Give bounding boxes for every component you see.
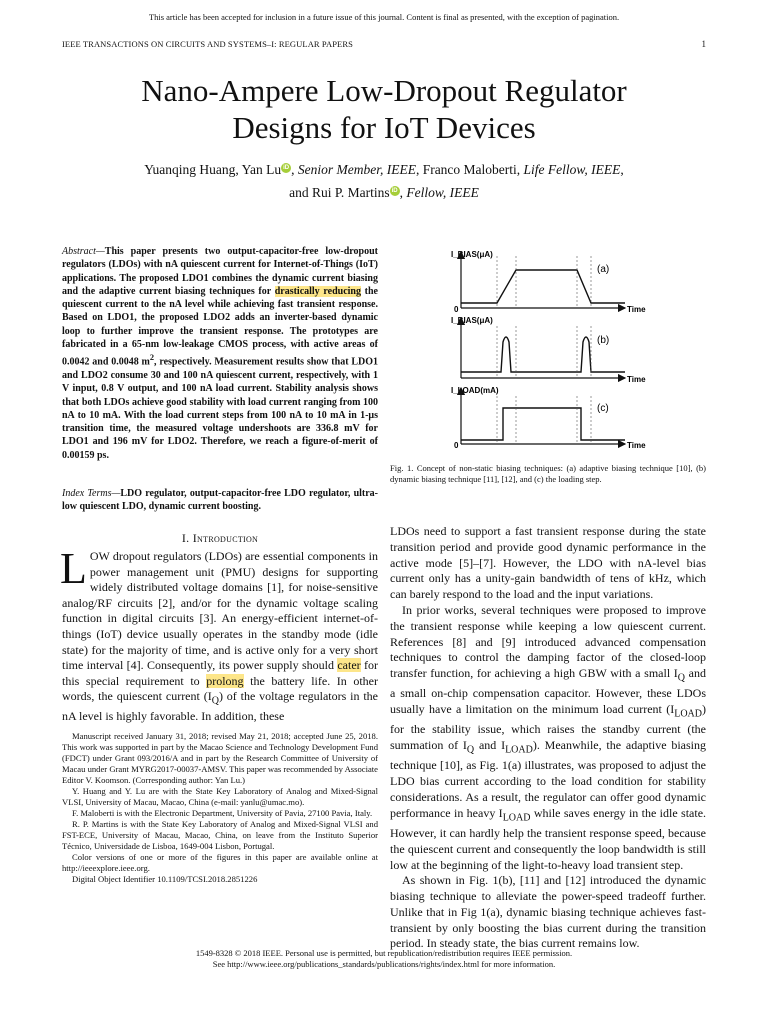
x-label-c: Time	[627, 441, 646, 450]
author-3: and Rui P. Martins	[289, 185, 390, 200]
p2-sub-5: LOAD	[502, 812, 531, 824]
p2-sub-4: LOAD	[505, 744, 533, 756]
author-2: Franco Maloberti,	[422, 162, 521, 177]
footnote-huang-lu: Y. Huang and Y. Lu are with the State Key Laboratory of Analog and Mixed-Signal VLSI, University of Macau, Macao, China (e-mail: yanlu@umac.mo).	[62, 786, 378, 807]
abstract	[62, 245, 378, 462]
figure-caption: Fig. 1. Concept of non-static biasing techniques: (a) adaptive biasing technique [10], (b) dynamic biasing technique [11], [12], and (c) the loading step.	[390, 463, 706, 484]
panel-c-label: (c)	[597, 403, 609, 414]
p2-sub-3: Q	[466, 744, 475, 756]
y-label-c: I_LOAD(mA)	[451, 386, 499, 395]
paper-title	[0, 72, 768, 146]
footnote-doi: Digital Object Identifier 10.1109/TCSI.2018.2851226	[72, 874, 258, 884]
section-heading	[62, 531, 378, 546]
abstract-lead: Abstract—	[62, 246, 105, 257]
page-number: 1	[701, 39, 706, 49]
copyright-line-2[interactable]: See http://www.ieee.org/publications_standards/publications/rights/index.html for more information.	[212, 959, 556, 969]
zero-c: 0	[454, 441, 459, 450]
section-number: I.	[181, 531, 193, 545]
copyright-footer	[0, 948, 768, 970]
running-head: IEEE TRANSACTIONS ON CIRCUITS AND SYSTEMS–I: REGULAR PAPERS	[62, 39, 353, 49]
highlight-drastically-reducing: drastically reducing	[274, 285, 361, 297]
footnote-maloberti: F. Maloberti is with the Electronic Department, University of Pavia, 27100 Pavia, Italy.	[72, 808, 373, 818]
abstract-text-1: This paper presents two output-capacitor-free low-dropout regulators (LDOs) with nA quiescent current for Internet-of-Things (IoT) applications. The proposed LDO1 combines the dynamic current biasing and the adaptive current biasing techniques for	[62, 246, 378, 297]
orcid-icon[interactable]: iD	[391, 187, 398, 194]
orcid-icon[interactable]: iD	[283, 164, 290, 171]
paragraph-2	[390, 603, 706, 873]
panel-a	[451, 250, 646, 314]
author-1-role: Senior Member, IEEE	[297, 162, 416, 177]
intro-text-1: OW dropout regulators (LDOs) are essential components in power management unit (PMU) designs for supporting widely distributed voltage domains [1], for noise-sensitive analog/RF circuits [2], and/or for the dynamic voltage scaling function in digital circuits [3]. An energy-efficient internet-of-things (IoT) device usually operates in the standby mode (idle state) for the majority of time, and is active only for a very short time interval [4]. Consequently, its power supply should	[62, 549, 378, 673]
author-3-role: Fellow, IEEE	[406, 185, 479, 200]
paragraph-3: As shown in Fig. 1(b), [11] and [12] introduced the dynamic biasing technique to alleviate the power-speed tradeoff further. Unlike that in Fig 1(a), dynamic biasing technique achieves fast-transient by only boosting the bias current during the transition period. In steady state, the bias current remains low.	[390, 873, 706, 951]
y-label-a: I_BIAS(μA)	[451, 250, 493, 259]
intro-text-2: for this special requirement to	[62, 658, 378, 688]
index-terms-lead: Index Terms—	[62, 488, 121, 499]
copyright-line-1: 1549-8328 © 2018 IEEE. Personal use is permitted, but republication/redistribution requires IEEE permission.	[195, 948, 573, 958]
abstract-text-2: the quiescent current to the nA level while achieving fast transient response. Based on LDO1, the proposed LDO2 adds an inverter-based dynamic loop to further improve the transient response. The prototypes are fabricated in a 65-nm low-leakage CMOS process, with active areas of 0.0042 and 0.0048 m	[62, 285, 378, 368]
p2-text-2: and a small on-chip compensation capacitor. However, these LDOs usually have a limitation on the minimum load current (I	[390, 666, 706, 717]
highlight-prolong: prolong	[206, 673, 244, 688]
x-label-a: Time	[627, 305, 646, 314]
highlight-cater: cater	[337, 658, 361, 673]
section-title: Introduction	[192, 531, 259, 545]
paragraph-1: LDOs need to support a fast transient response during the state transition period and provide good dynamic performance in the active mode [5]–[7]. However, the LDO with nA-level bias current only has a unity-gain bandwidth of tens of kHz, which can barely respond to the load and the input variations.	[390, 524, 706, 602]
author-1: Yuanqing Huang, Yan Lu	[144, 162, 282, 177]
panel-a-label: (a)	[597, 264, 610, 275]
author-2-role: Life Fellow, IEEE	[523, 162, 621, 177]
p2-text-4: and I	[474, 738, 506, 753]
dropcap: L	[60, 544, 87, 593]
p2-sub-2: LOAD	[674, 708, 702, 720]
index-terms-text: LDO regulator, output-capacitor-free LDO regulator, ultra-low quiescent LDO, dynamic current boosting.	[62, 488, 379, 513]
zero-a: 0	[454, 305, 459, 314]
intro-paragraph	[60, 544, 379, 725]
index-terms	[62, 487, 378, 514]
intro-text-3: the battery life. In other words, the quiescent current (I	[62, 673, 378, 704]
title-line-1: Nano-Ampere Low-Dropout Regulator	[141, 73, 627, 108]
panel-b	[451, 316, 646, 384]
panel-c	[451, 386, 646, 450]
p2-text-1: In prior works, several techniques were proposed to improve the transient response while keeping a low quiescent current. References [8] and [9] introduced advanced compensation techniques to control the damping factor of the closed-loop transfer function, for achieving a high GBW with a small I	[390, 602, 706, 681]
panel-b-label: (b)	[597, 335, 610, 346]
acceptance-notice: This article has been accepted for inclusion in a future issue of this journal. Content is final as presented, with the exception of pagination.	[148, 12, 620, 22]
footnote-color: Color versions of one or more of the figures in this paper are available online at http://ieeexplore.ieee.org.	[62, 852, 378, 873]
p2-sub-1: Q	[677, 672, 686, 684]
intro-text-4: ) of the voltage regulators in the nA level is highly favorable. In addition, these	[62, 689, 379, 724]
footnotes	[62, 731, 378, 885]
footnote-manuscript: Manuscript received January 31, 2018; revised May 21, 2018; accepted June 25, 2018. This work was supported in part by the Macao Science and Technology Development Fund (FDCT) under Grant 093/2016/A and in part by the Research Committee of University of Macau under Grant MYRG2017-00037-AMSV. This paper was recommended by Associate Editor V. Koomson. (Corresponding author: Yan Lu.)	[62, 731, 378, 785]
abstract-sup: 2	[149, 353, 155, 363]
y-label-b: I_BIAS(μA)	[451, 316, 493, 325]
author-list: Yuanqing Huang, Yan Lu iD , Senior Member, IEEE, Franco Maloberti, Life Fellow, IEEE, and Rui P. Martins iD , Fellow, IEEE	[144, 162, 624, 200]
abstract-text-3: , respectively. Measurement results show that LDO1 and LDO2 consume 30 and 100 nA quiescent current, respectively, with 1 V input, 0.8 V output, and 100 nA load current. Stability analysis shows that both LDOs achieve good stability with load current ranging from 100 nA to 10 mA. With the load current steps from 100 nA to 10 mA in 1-μs transition time, the measured voltage undershoots are 336.8 mV for LDO1 and 196 mV for LDO2. Therefore, we reach a figure-of-merit of 0.00159 ps.	[62, 356, 378, 461]
p2-text-6: while saves energy in the idle state. However, it can hardly help the transient response speed, because the quiescent current and consequently the loop bandwidth is still low at the beginning of the light-to-heavy load transient step.	[390, 805, 707, 872]
x-label-b: Time	[627, 375, 646, 384]
p2-text-3: ) for the stability issue, which raises the standby current (the summation of I	[390, 702, 706, 753]
intro-sub-q: Q	[211, 695, 219, 707]
footnote-martins: R. P. Martins is with the State Key Laboratory of Analog and Mixed-Signal VLSI and FST-ECE, University of Macau, Macao, China, on leave from the Instituto Superior Técnico, Universidade de Lisboa, 1649-004 Lisbon, Portugal.	[62, 819, 378, 851]
figure-1	[445, 246, 660, 451]
title-line-2: Designs for IoT Devices	[232, 110, 536, 145]
p2-text-5: ). Meanwhile, the adaptive biasing technique [10], as Fig. 1(a) illustrates, was proposed to adjust the LDO bias current according to the load condition for stability considerations. As a result, the regulator can offer good dynamic performance in heavy I	[390, 738, 706, 820]
right-column	[390, 524, 706, 952]
